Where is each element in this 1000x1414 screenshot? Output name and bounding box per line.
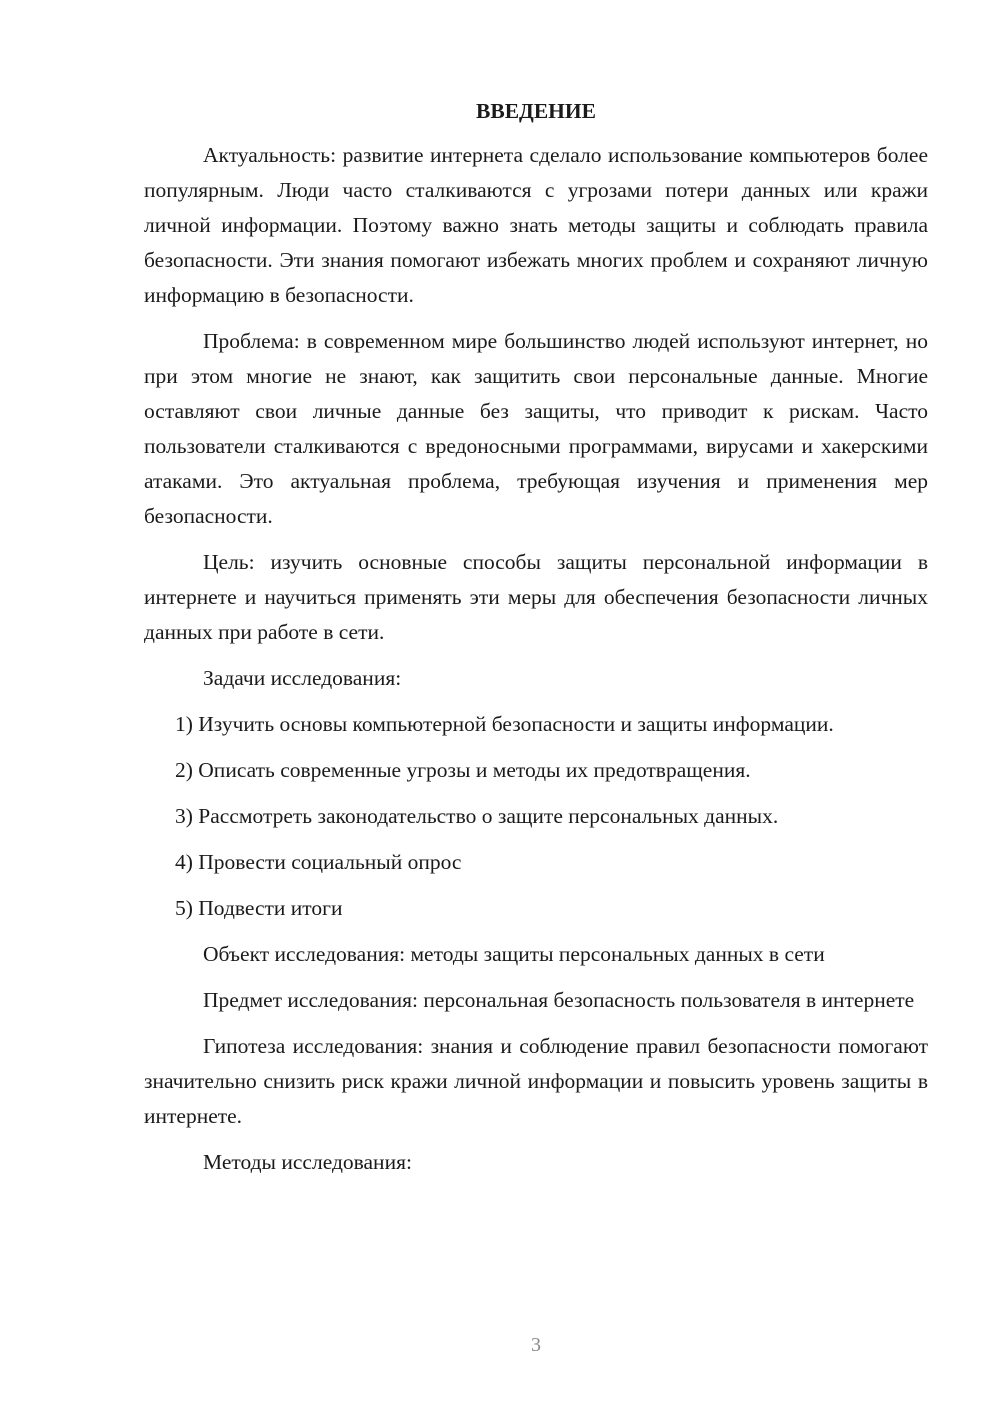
- task-item-5: 5) Подвести итоги: [175, 896, 343, 920]
- subject-paragraph: Предмет исследования: персональная безопасность пользователя в интернете: [203, 988, 915, 1012]
- goal-paragraph: Цель: изучить основные способы защиты персональной информации в интернете и научиться применять эти меры для обеспечения безопасности личных данных при работе в сети.: [144, 550, 928, 644]
- task-item-1: 1) Изучить основы компьютерной безопасности и защиты информации.: [175, 712, 834, 736]
- task-item-4: 4) Провести социальный опрос: [175, 850, 462, 874]
- problem-paragraph: Проблема: в современном мире большинство людей используют интернет, но при этом многие не знают, как защитить свои персональные данные. Многие оставляют свои личные данные без защиты, что приводит к рискам. Часто пользователи сталкиваются с вредоносными программами, вирусами и хакерскими атаками. Это актуальная проблема, требующая изучения и применения мер безопасности.: [144, 329, 928, 528]
- relevance-paragraph: Актуальность: развитие интернета сделало использование компьютеров более популярным. Люди часто сталкиваются с угрозами потери данных или кражи личной информации. Поэтому важно знать методы защиты и соблюдать правила безопасности. Эти знания помогают избежать многих проблем и сохраняют личную информацию в безопасности.: [144, 143, 928, 307]
- task-item-3: 3) Рассмотреть законодательство о защите персональных данных.: [175, 804, 779, 828]
- methods-heading: Методы исследования:: [203, 1150, 412, 1174]
- page-content: [144, 94, 928, 1191]
- task-item-2: 2) Описать современные угрозы и методы их предотвращения.: [175, 758, 751, 782]
- page-number: 3: [531, 1334, 541, 1356]
- hypothesis-paragraph: Гипотеза исследования: знания и соблюдение правил безопасности помогают значительно снизить риск кражи личной информации и повысить уровень защиты в интернете.: [144, 1034, 928, 1128]
- tasks-heading: Задачи исследования:: [203, 666, 402, 690]
- page-title: ВВЕДЕНИЕ: [476, 99, 596, 123]
- object-paragraph: Объект исследования: методы защиты персональных данных в сети: [203, 942, 825, 966]
